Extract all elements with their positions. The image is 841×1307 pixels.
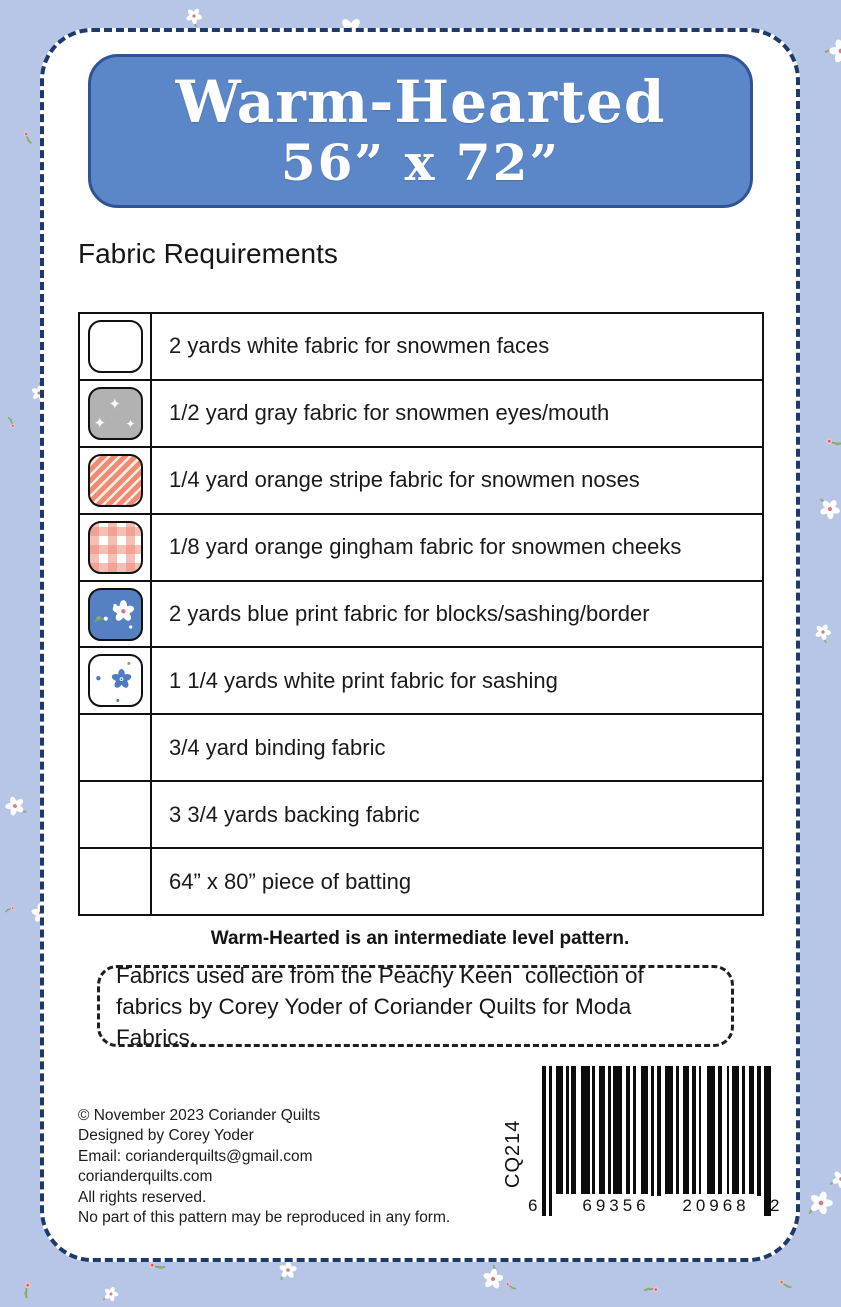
gray-sparkle-fabric-swatch	[88, 387, 143, 440]
copyright-block	[78, 1106, 478, 1228]
designer-line: Designed by Corey Yoder	[78, 1126, 478, 1146]
swatch-cell-empty	[80, 782, 152, 847]
flower-print-icon	[90, 590, 141, 639]
fabric-row-label: 3 3/4 yards backing fabric	[152, 782, 762, 847]
swatch-cell	[80, 648, 152, 713]
fabric-row-label: 1/8 yard orange gingham fabric for snowmen cheeks	[152, 515, 762, 580]
swatch-cell	[80, 381, 152, 446]
rights-line: All rights reserved.	[78, 1188, 478, 1208]
fabric-row-label: 1/2 yard gray fabric for snowmen eyes/mouth	[152, 381, 762, 446]
blue-flower-print-icon	[90, 656, 141, 705]
flower-bud-icon	[8, 1267, 46, 1305]
fabric-row-label: 64” x 80” piece of batting	[152, 849, 762, 914]
white-fabric-swatch	[88, 320, 143, 373]
table-row	[80, 782, 762, 849]
flower-icon	[0, 787, 34, 824]
flower-bud-icon	[638, 1272, 673, 1307]
table-row	[80, 381, 762, 448]
swatch-cell	[80, 582, 152, 647]
table-row	[80, 648, 762, 715]
fabric-requirements-heading: Fabric Requirements	[78, 238, 338, 270]
swatch-cell	[80, 515, 152, 580]
reproduction-line: No part of this pattern may be reproduced in any form.	[78, 1208, 478, 1228]
fabric-collection-line: Fabrics used are from the Peachy Keen collection of	[116, 960, 715, 991]
table-row	[80, 582, 762, 649]
barcode-digit: 6	[528, 1196, 537, 1216]
table-row	[80, 849, 762, 914]
skill-level-note: Warm-Hearted is an intermediate level pattern.	[44, 928, 796, 950]
pattern-title: Warm-Hearted	[176, 70, 666, 134]
barcode-sku: CQ214	[502, 1068, 525, 1188]
fabric-table	[78, 312, 764, 916]
fabric-row-label: 2 yards white fabric for snowmen faces	[152, 314, 762, 379]
swatch-cell-empty	[80, 715, 152, 780]
flower-bud-icon	[13, 122, 39, 148]
pattern-size: 56” x 72”	[281, 134, 560, 192]
fabric-row-label: 3/4 yard binding fabric	[152, 715, 762, 780]
table-row	[80, 715, 762, 782]
title-banner	[88, 54, 753, 208]
table-row	[80, 448, 762, 515]
fabric-row-label: 1/4 yard orange stripe fabric for snowmen noses	[152, 448, 762, 513]
flower-bud-icon	[810, 423, 841, 461]
white-print-fabric-swatch	[88, 654, 143, 707]
barcode-digit: 2	[770, 1196, 779, 1216]
copyright-line: © November 2023 Coriander Quilts	[78, 1106, 478, 1126]
sparkle-icon: ✦	[126, 417, 136, 432]
flower-icon	[100, 1283, 123, 1306]
barcode-digits	[542, 1194, 778, 1218]
sparkle-icon: ✦	[109, 397, 122, 412]
flower-bud-icon	[1, 414, 24, 437]
orange-gingham-fabric-swatch	[88, 521, 143, 574]
orange-stripe-fabric-swatch	[88, 454, 143, 507]
email-line: Email: corianderquilts@gmail.com	[78, 1147, 478, 1167]
flower-icon	[816, 26, 841, 76]
flower-bud-icon	[767, 1268, 798, 1299]
flower-icon	[814, 492, 841, 524]
table-row	[80, 515, 762, 582]
swatch-cell-empty	[80, 849, 152, 914]
content-panel	[40, 28, 800, 1262]
fabric-collection-note	[97, 965, 734, 1047]
blue-print-fabric-swatch	[88, 588, 143, 641]
sparkle-icon: ✦	[94, 416, 107, 431]
swatch-cell	[80, 314, 152, 379]
fabric-collection-line: fabrics by Corey Yoder of Coriander Quilts for Moda Fabrics.	[116, 991, 715, 1053]
website-line: corianderquilts.com	[78, 1167, 478, 1187]
barcode-digit-group: 20968	[670, 1196, 762, 1216]
fabric-row-label: 2 yards blue print fabric for blocks/sashing/border	[152, 582, 762, 647]
flower-icon	[807, 616, 840, 649]
barcode	[502, 1066, 822, 1238]
swatch-cell	[80, 448, 152, 513]
barcode-digit-group: 69356	[570, 1196, 662, 1216]
table-row	[80, 314, 762, 381]
flower-bud-icon	[2, 898, 22, 918]
fabric-row-label: 1 1/4 yards white print fabric for sashing	[152, 648, 762, 713]
